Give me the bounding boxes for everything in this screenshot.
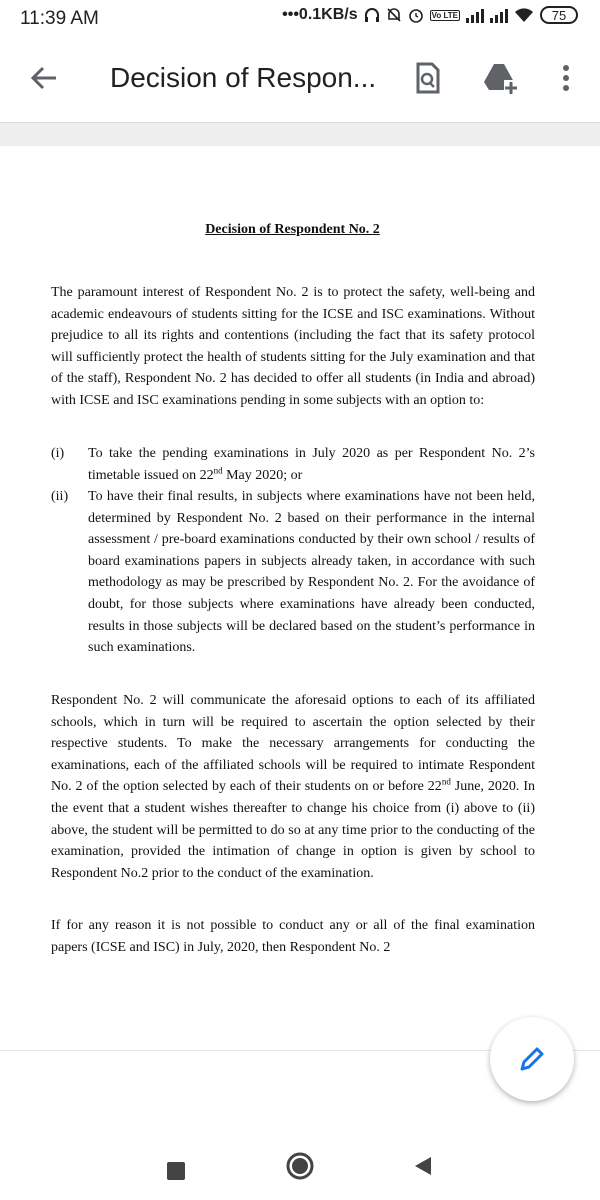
signal-icon-2 bbox=[490, 7, 508, 23]
status-icons bbox=[282, 6, 578, 24]
document-title: Decision of Respon... bbox=[110, 62, 377, 93]
volte-badge: Vo LTE bbox=[431, 10, 458, 20]
edit-button[interactable] bbox=[490, 1017, 574, 1101]
headphones-icon bbox=[364, 7, 380, 23]
status-bar bbox=[0, 0, 600, 36]
edit-pencil-icon bbox=[516, 1043, 548, 1075]
list-item-number: (ii) bbox=[51, 489, 69, 504]
more-vert-icon[interactable] bbox=[548, 60, 584, 96]
battery-icon: 75 bbox=[540, 6, 578, 24]
status-time: 11:39 AM bbox=[20, 8, 99, 29]
home-circle-icon[interactable] bbox=[286, 1152, 314, 1180]
back-arrow-icon[interactable] bbox=[26, 60, 62, 96]
paragraph-1: The paramount interest of Respondent No. 2 is to protect the safety, well-being and academic endeavours of students sitting for the ICSE and ISC examinations. Without prejudice to all its rights and contentions (including the fact that its safety protocol will sufficiently protect the health of students sitting for the July examination and that of the staff), Respondent No. 2 has decided to offer all students (in India and abroad) with ICSE and ISC examinations pending in some subjects with an option to: bbox=[51, 285, 535, 408]
document-heading: Decision of Respondent No. 2 bbox=[205, 222, 380, 237]
recents-square-icon[interactable] bbox=[166, 1161, 186, 1181]
add-to-drive-icon[interactable] bbox=[482, 60, 518, 96]
mute-icon bbox=[386, 7, 402, 23]
list-item-number: (i) bbox=[51, 446, 65, 461]
app-bar bbox=[0, 36, 600, 122]
back-triangle-icon[interactable] bbox=[413, 1155, 433, 1177]
navigation-bar bbox=[0, 1146, 600, 1200]
list-item-text: To take the pending examinations in July 2020 as per Respondent No. 2’s timetable issued on 22nd May 2020; or bbox=[88, 446, 535, 483]
paragraph-3: If for any reason it is not possible to conduct any or all of the final examination papers (ICSE and ISC) in July, 2020, then Respondent No. 2 bbox=[51, 918, 535, 955]
wifi-icon bbox=[514, 7, 534, 23]
network-speed: •••0.1KB/s bbox=[282, 6, 358, 23]
list-item-text: To have their final results, in subjects where examinations have not been held, determined by Respondent No. 2 based on their performance in the internal assessment / pre-board examinations conducted by their own school / results of board examinations papers in subjects already taken, in accordance with such methodology as may be prescribed by Respondent No. 2. For the avoidance of doubt, for those subjects where examinations have already been conducted, results in those subjects will be declared based on the student’s performance in such examinations. bbox=[88, 489, 535, 656]
alarm-icon bbox=[408, 7, 424, 23]
signal-icon bbox=[466, 7, 484, 23]
search-document-icon[interactable] bbox=[410, 60, 446, 96]
paragraph-2: Respondent No. 2 will communicate the aforesaid options to each of its affiliated schools, which in turn will be required to ascertain the option selected by their respective students. To make the necessary arrangements for conducting the examinations, each of the affiliated schools will be required to intimate Respondent No. 2 of the option selected by each of their students on or before 22nd June, 2020. In the event that a student wishes thereafter to change his choice from (i) above to (ii) above, the student will be permitted to do so at any time prior to the conducting of the examination, provided the intimation of change in option is given by school to Respondent No.2 prior to the conduct of the examination. bbox=[51, 693, 535, 881]
